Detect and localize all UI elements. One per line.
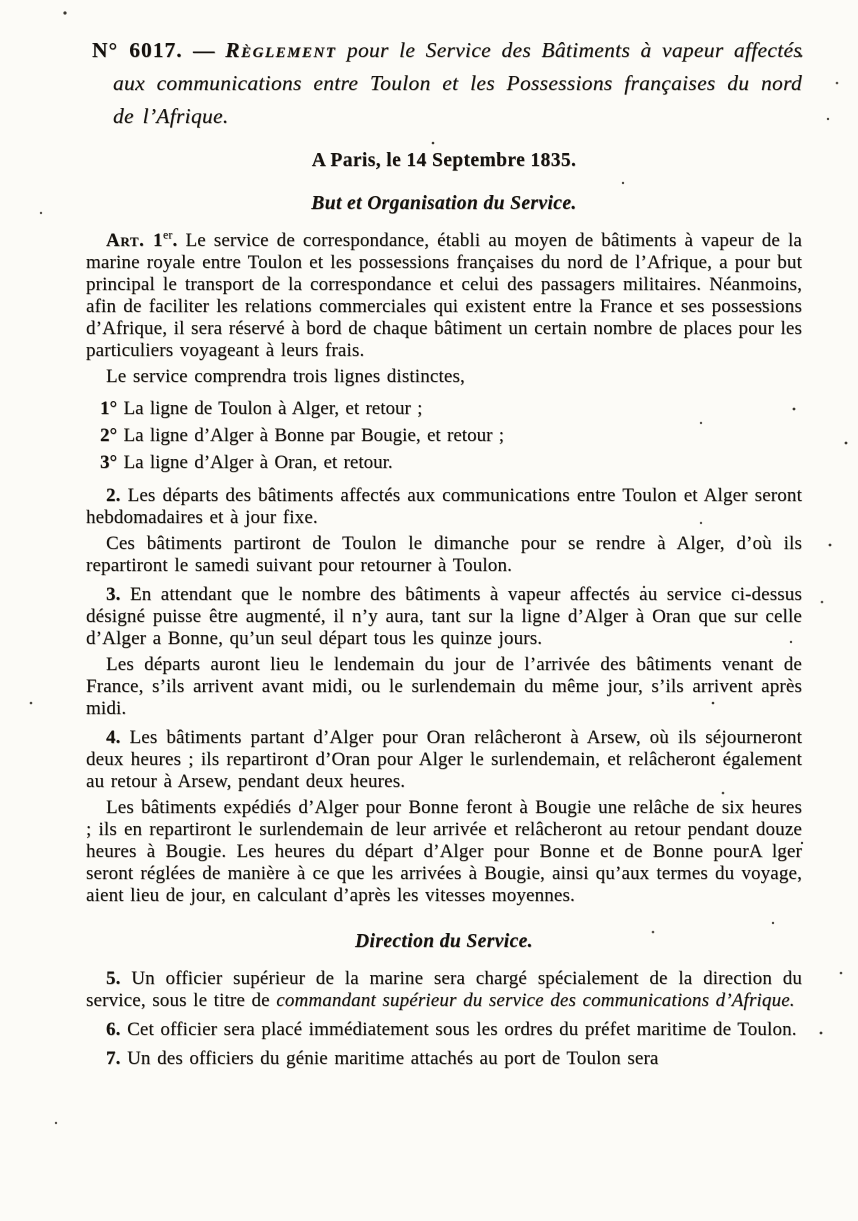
section-heading-direction: Direction du Service.: [355, 931, 533, 952]
list-item-2-number: 2°: [100, 425, 118, 446]
list-item-line-1: [100, 395, 802, 422]
article-5-text: Un officier supérieur de la marine sera chargé spécialement de la direction du service, sous le titre de: [86, 968, 803, 1011]
article-2-second-paragraph: Ces bâtiments partiront de Toulon le dimanche pour se rendre à Alger, d’où ils repartiront le samedi suivant pour retourner à Toulon.: [86, 533, 802, 576]
list-item-3-text: La ligne d’Alger à Oran, et retour.: [123, 452, 393, 473]
article-1-label: Art. 1: [106, 230, 164, 251]
list-item-line-3: [100, 449, 802, 476]
article-1-label-period: .: [172, 230, 178, 251]
title-text: pour le Service des Bâtiments à vapeur affectés aux communications entre Toulon et les Possessions françaises du nord de l’Afrique.: [113, 38, 802, 128]
article-3-text: En attendant que le nombre des bâtiments à vapeur affectés au service ci-dessus désigné puisse être augmenté, il n’y aura, tant sur la ligne d’Alger à Oran que sur celle d’Alger a Bonne, qu’un seul départ tous les quinze jours.: [86, 584, 802, 649]
article-5-number: 5.: [106, 968, 121, 989]
article-4-paragraph: [86, 727, 802, 793]
section-heading-but-et-organisation: But et Organisation du Service.: [311, 193, 577, 214]
article-4-second-paragraph: Les bâtiments expédiés d’Alger pour Bonne feront à Bougie une relâche de six heures ; ils en repartiront le surlendemain de leur arrivée et relâcheront au retour pendant douze heures à Bougie. Les heures du départ d’Alger pour Bonne et de Bonne pourA lger seront réglées de manière à ce que les arrivées à Bougie, ainsi qu’aux termes du voyage, aient lieu de jour, en calculant d’après les vitesses moyennes.: [86, 797, 802, 906]
article-6-number: 6.: [106, 1019, 121, 1040]
article-5-paragraph: [86, 968, 802, 1012]
title-keyword: Règlement: [225, 38, 337, 62]
title-dash: —: [193, 38, 215, 62]
article-4-text: Les bâtiments partant d’Alger pour Oran relâcheront à Arsew, où ils séjourneront deux heures ; ils repartiront d’Oran pour Alger le surlendemain, et relâcheront également au retour à Arsew, pendant deux heures.: [86, 727, 803, 792]
article-2-number: 2.: [106, 485, 121, 506]
service-lines-list: [100, 395, 802, 476]
article-3-number: 3.: [106, 584, 121, 605]
article-6-text: Cet officier sera placé immédiatement sous les ordres du préfet maritime de Toulon.: [127, 1019, 797, 1040]
article-3-second-paragraph: Les départs auront lieu le lendemain du jour de l’arrivée des bâtiments venant de France, s’ils arrivent avant midi, ou le surlendemain du même jour, s’ils arrivent après midi.: [86, 654, 802, 719]
service-lines-intro: Le service comprendra trois lignes distinctes,: [106, 366, 465, 387]
article-1-ordinal-sup: er: [163, 228, 173, 242]
article-1-paragraph: [86, 230, 802, 362]
list-item-1-text: La ligne de Toulon à Alger, et retour ;: [123, 398, 423, 419]
article-1-text: Le service de correspondance, établi au moyen de bâtiments à vapeur de la marine royale entre Toulon et les possessions françaises du nord de l’Afrique, a pour but principal le transport de la correspondance et celui des passagers militaires. Néanmoins, afin de faciliter les relations commerciales qui existent entre la France et ses possessions d’Afrique, il sera réservé à bord de chaque bâtiment un certain nombre de places pour les particuliers voyageant à leurs frais.: [86, 230, 803, 361]
article-2-paragraph: [86, 485, 802, 529]
list-item-3-number: 3°: [100, 452, 118, 473]
document-title: [86, 34, 802, 133]
article-6-paragraph: [86, 1019, 802, 1041]
article-3-paragraph: [86, 584, 802, 650]
article-5-italic-title: commandant supérieur du service des communications d’Afrique.: [276, 990, 795, 1011]
dateline: A Paris, le 14 Septembre 1835.: [311, 150, 577, 171]
list-item-line-2: [100, 422, 802, 449]
article-7-number: 7.: [106, 1048, 121, 1069]
list-item-2-text: La ligne d’Alger à Bonne par Bougie, et retour ;: [123, 425, 505, 446]
article-2-text: Les départs des bâtiments affectés aux communications entre Toulon et Alger seront hebdomadaires et à jour fixe.: [86, 485, 802, 528]
regulation-number: N° 6017.: [92, 38, 183, 62]
article-7-text: Un des officiers du génie maritime attachés au port de Toulon sera: [127, 1048, 659, 1069]
article-7-paragraph: [86, 1048, 802, 1070]
list-item-1-number: 1°: [100, 398, 118, 419]
article-4-number: 4.: [106, 727, 121, 748]
